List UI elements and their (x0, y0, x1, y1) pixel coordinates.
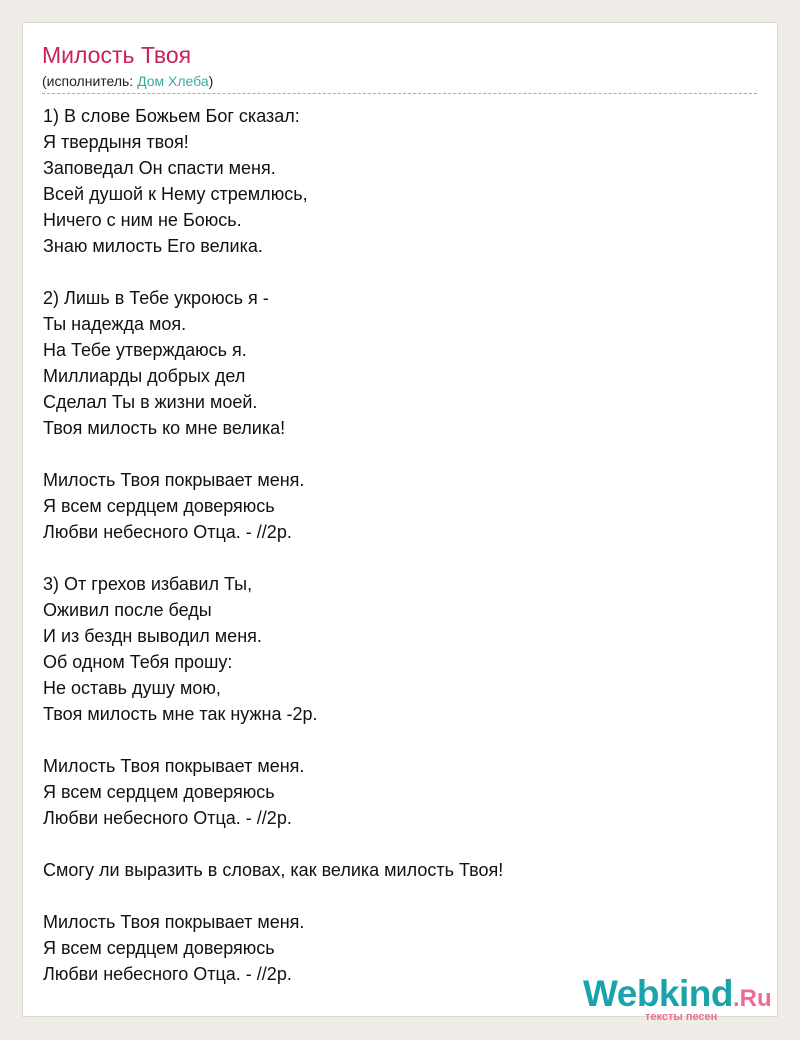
blank-line (43, 441, 503, 467)
logo-main: Webkind (583, 973, 733, 1014)
artist-line (42, 73, 213, 89)
lyric-line: Любви небесного Отца. - //2р. (43, 964, 292, 984)
lyric-line: Смогу ли выразить в словах, как велика милость Твоя! (43, 860, 504, 880)
lyric-line: Милость Твоя покрывает меня. (43, 756, 305, 776)
song-title: Милость Твоя (42, 42, 192, 68)
lyric-line: Твоя милость ко мне велика! (43, 418, 286, 438)
lyric-line: На Тебе утверждаюсь я. (43, 340, 247, 360)
artist-prefix: (исполнитель: (42, 73, 138, 89)
lyric-line: Оживил после беды (43, 600, 212, 620)
lyric-line: Миллиарды добрых дел (43, 366, 246, 386)
lyric-line: Не оставь душу мою, (43, 678, 221, 698)
lyric-line: Любви небесного Отца. - //2р. (43, 808, 292, 828)
lyric-line: 3) От грехов избавил Ты, (43, 574, 253, 594)
blank-line (43, 545, 503, 571)
lyric-line: И из бездн выводил меня. (43, 626, 262, 646)
lyric-line: Милость Твоя покрывает меня. (43, 470, 305, 490)
lyric-line: Знаю милость Его велика. (43, 236, 263, 256)
lyric-line: Я всем сердцем доверяюсь (43, 496, 275, 516)
blank-line (43, 259, 503, 285)
lyric-line: 1) В слове Божьем Бог сказал: (43, 106, 300, 126)
logo-tagline: тексты песен (645, 1011, 718, 1023)
lyric-line: Ты надежда моя. (43, 314, 187, 334)
divider (42, 93, 757, 94)
lyric-line: Я всем сердцем доверяюсь (43, 938, 275, 958)
lyric-line: Я твердыня твоя! (43, 132, 189, 152)
lyric-line: Твоя милость мне так нужна -2р. (43, 704, 318, 724)
lyric-line: 2) Лишь в Тебе укроюсь я - (43, 288, 269, 308)
blank-line (43, 727, 503, 753)
lyric-line: Ничего с ним не Боюсь. (43, 210, 242, 230)
lyric-line: Любви небесного Отца. - //2р. (43, 522, 292, 542)
blank-line (43, 831, 503, 857)
lyric-line: Я всем сердцем доверяюсь (43, 782, 275, 802)
lyric-line: Заповедал Он спасти меня. (43, 158, 276, 178)
logo-tld: .Ru (733, 985, 772, 1012)
lyrics (43, 103, 503, 987)
artist-link[interactable]: Дом Хлеба (137, 73, 209, 89)
lyric-line: Об одном Тебя прошу: (43, 652, 233, 672)
lyric-line: Всей душой к Нему стремлюсь, (43, 184, 308, 204)
lyric-line: Сделал Ты в жизни моей. (43, 392, 258, 412)
artist-suffix: ) (208, 73, 214, 89)
site-logo[interactable] (583, 973, 772, 1023)
lyric-line: Милость Твоя покрывает меня. (43, 912, 305, 932)
blank-line (43, 883, 503, 909)
